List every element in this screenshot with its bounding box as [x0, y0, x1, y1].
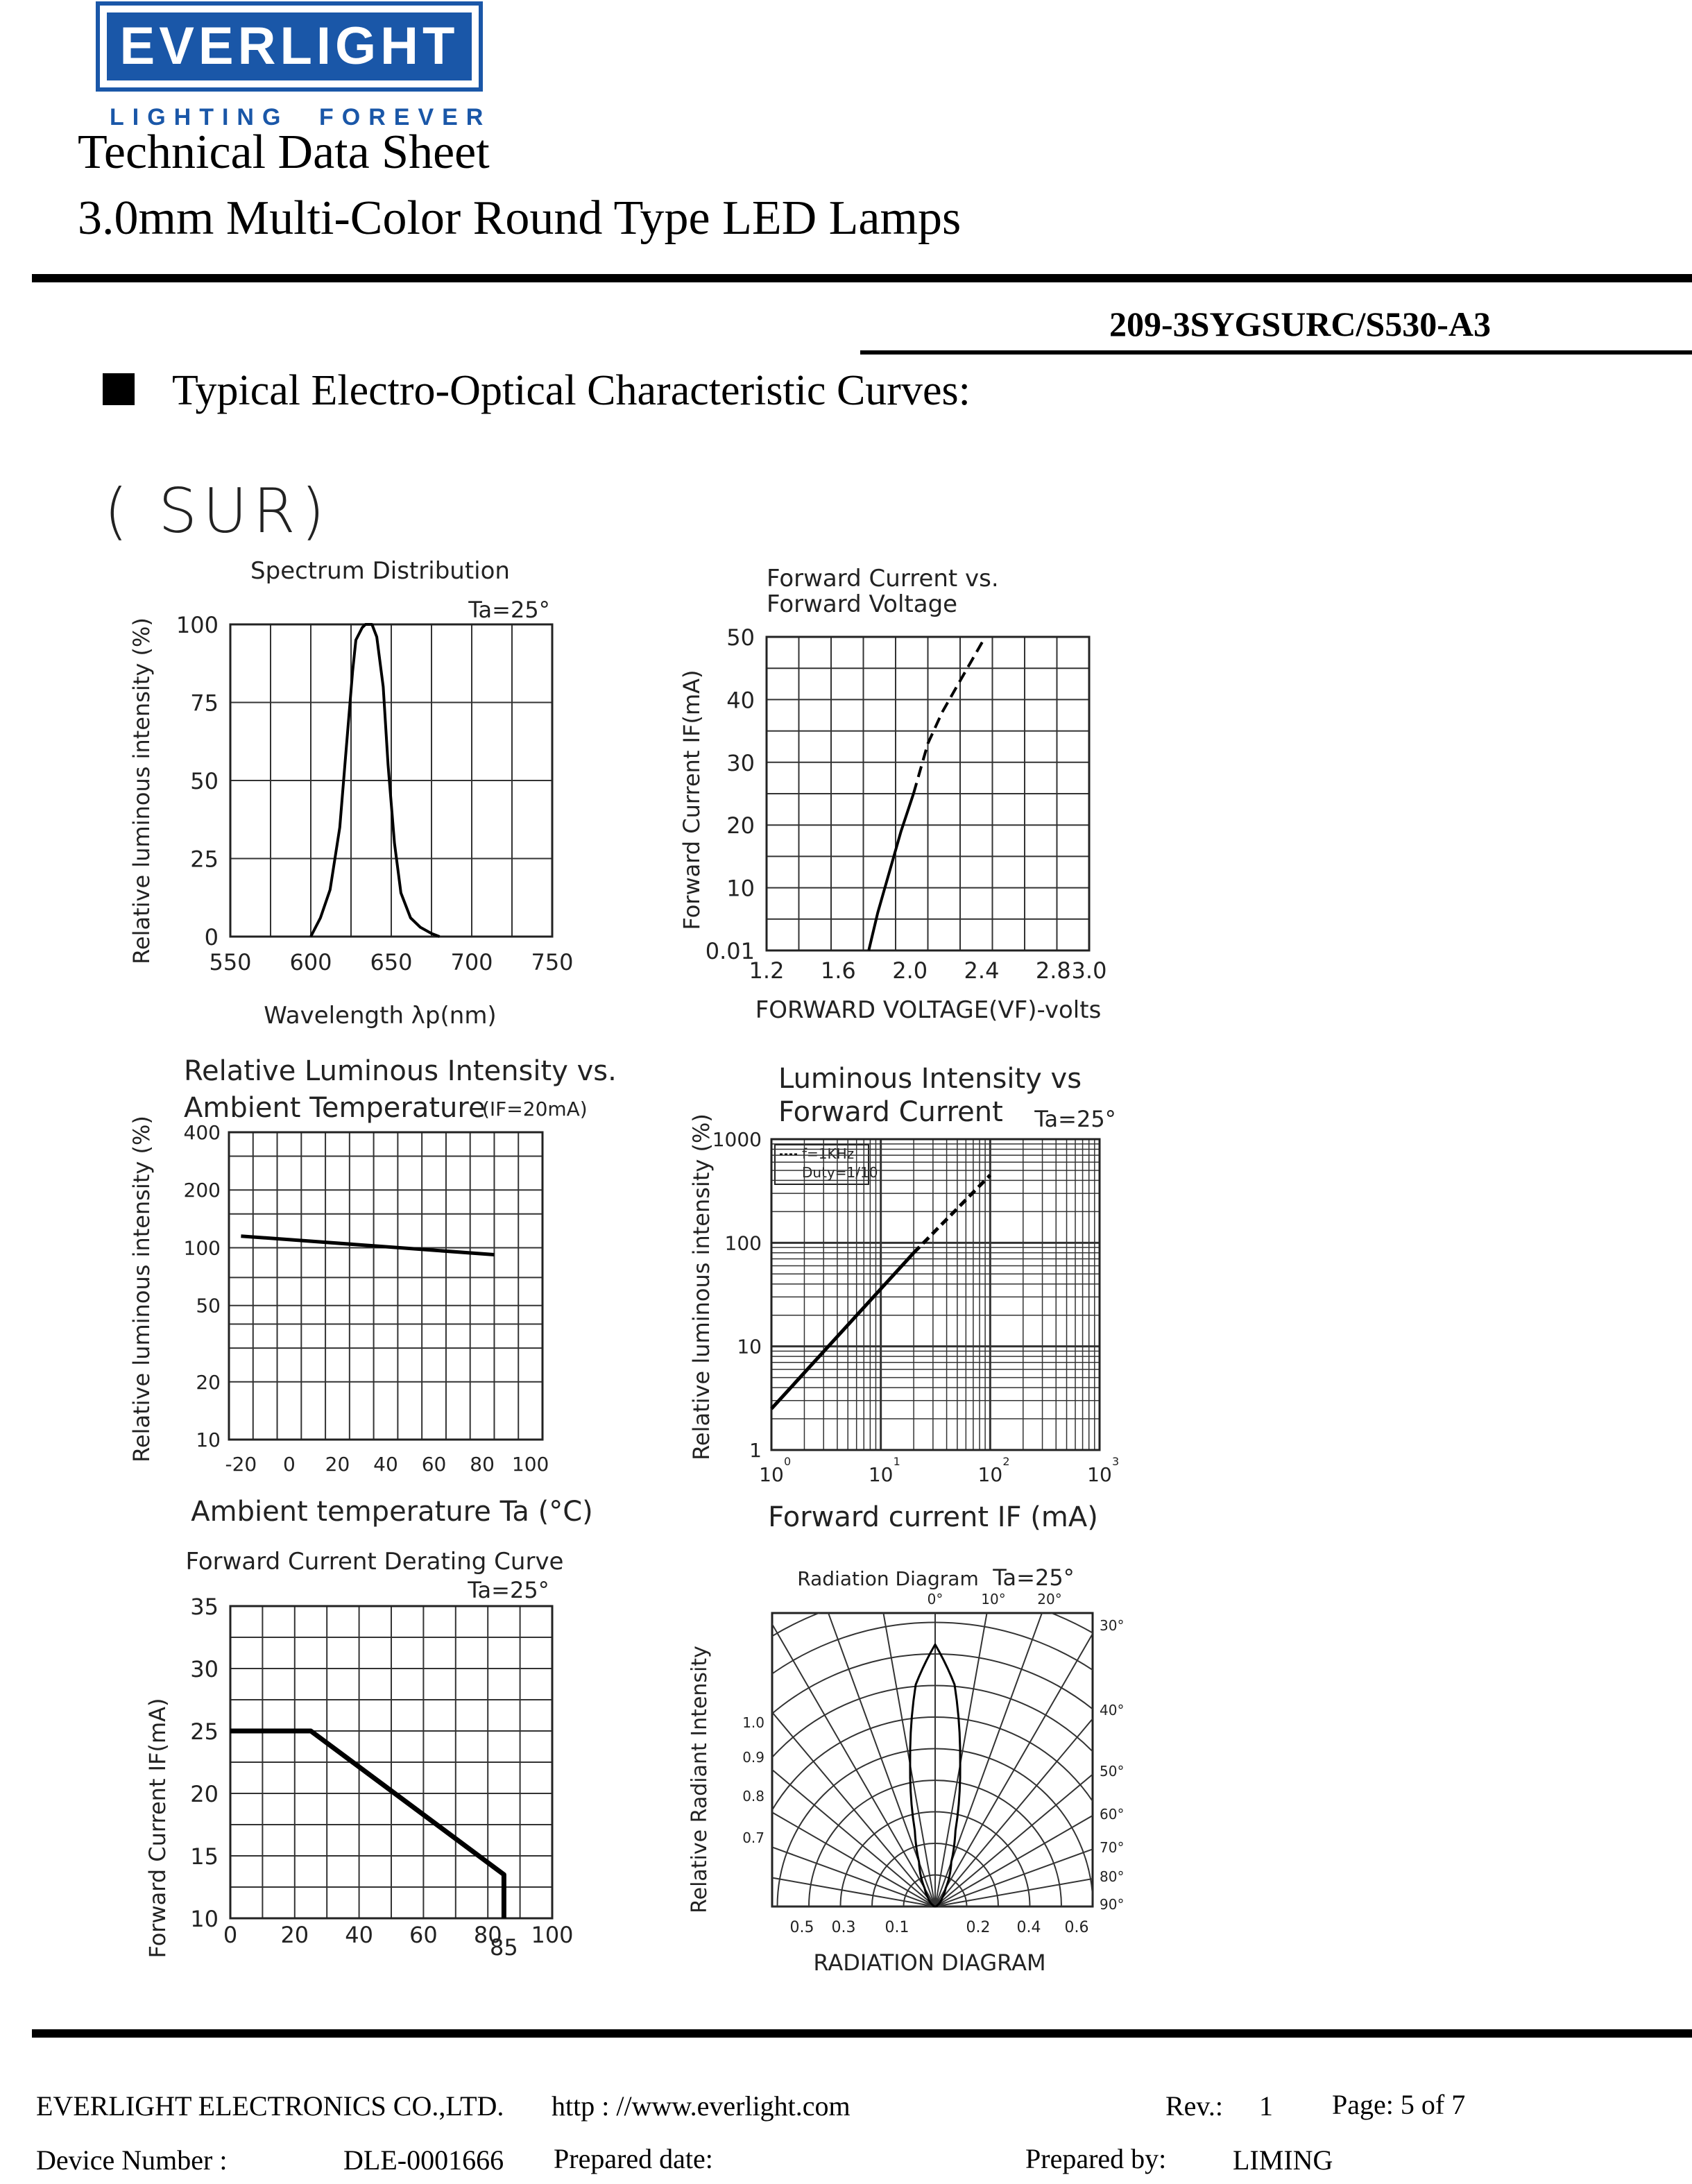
radiation-angle-right: 60°: [1100, 1806, 1125, 1823]
ivif-ytick: 1: [749, 1439, 762, 1462]
ivif-ylabel: Relative luminous intensity (%): [688, 1114, 715, 1460]
radiation-bottom-left: 0.1: [885, 1919, 909, 1936]
ivif-ytick: 1000: [712, 1128, 762, 1151]
ivtemp-title-2: Ambient Temperature: [184, 1092, 486, 1124]
radiation-xlabel: RADIATION DIAGRAM: [813, 1950, 1046, 1976]
ivif-frame: [771, 1139, 1100, 1450]
ifvf-title-2: Forward Voltage: [767, 590, 958, 618]
ivif-solid-curve: [771, 1253, 914, 1409]
radiation-radial-label: 0.9: [742, 1749, 764, 1766]
tagline-right: FOREVER: [319, 104, 492, 130]
logo-text: EVERLIGHT: [107, 12, 472, 80]
spectrum-xtick: 650: [370, 949, 413, 975]
radiation-radial-label: 0.8: [742, 1788, 764, 1805]
radiation-angle-right: 50°: [1100, 1763, 1125, 1780]
radiation-angle-right: 40°: [1100, 1702, 1125, 1718]
derating-note: Ta=25°: [468, 1577, 549, 1603]
tagline-left: LIGHTING: [110, 104, 289, 130]
ivtemp-xlabel: Ambient temperature Ta (°C): [191, 1496, 593, 1528]
derating-xtick: 40: [345, 1922, 373, 1948]
spectrum-note: Ta=25°: [468, 597, 550, 623]
radiation-note: Ta=25°: [993, 1564, 1075, 1591]
ivif-dashed-curve: [914, 1175, 990, 1253]
radiation-bottom-right: 0.4: [1016, 1919, 1041, 1936]
ivif-xtick: 10: [759, 1463, 784, 1486]
derating-xtick: 0: [223, 1922, 238, 1948]
ifvf-xtick: 2.8: [1035, 957, 1071, 984]
ivtemp-frame: [229, 1132, 542, 1440]
ifvf-ylabel: Forward Current IF(mA): [678, 669, 705, 930]
ivif-ytick: 100: [724, 1231, 762, 1255]
radiation-bottom-right: 0.6: [1064, 1919, 1089, 1936]
radiation-spoke: [935, 1616, 1179, 1906]
spectrum-ytick: 100: [176, 612, 219, 638]
ifvf-xtick: 3.0: [1071, 957, 1107, 984]
derating-ytick: 10: [190, 1906, 219, 1932]
ivtemp-title-1: Relative Luminous Intensity vs.: [184, 1055, 617, 1087]
ivtemp-xtick: 40: [373, 1453, 398, 1476]
doc-title: Technical Data Sheet: [78, 126, 490, 179]
radiation-radial-label: 0.7: [742, 1829, 764, 1846]
ivtemp-xtick: 0: [283, 1453, 296, 1476]
ivtemp-ytick: 200: [183, 1179, 221, 1202]
radiation-bottom-right: 0.2: [966, 1919, 991, 1936]
derating-ylabel: Forward Current IF(mA): [144, 1698, 171, 1959]
variant-label: ( SUR): [104, 475, 331, 547]
prepared-by-value: LIMING: [1233, 2144, 1333, 2176]
ivif-title-2: Forward Current: [778, 1096, 1003, 1128]
ivtemp-curve: [241, 1236, 494, 1255]
spectrum-xtick: 550: [209, 949, 252, 975]
radiation-angle-right: 70°: [1100, 1839, 1125, 1856]
spectrum-xlabel: Wavelength λp(nm): [264, 1002, 497, 1030]
device-label: Device Number :: [36, 2144, 228, 2176]
page-label: Page:: [1332, 2089, 1394, 2120]
derating-title: Forward Current Derating Curve: [185, 1548, 564, 1576]
radiation-spoke: [692, 1616, 935, 1906]
radiation-angle-right: 80°: [1100, 1868, 1125, 1885]
ifvf-xtick: 1.6: [820, 957, 856, 984]
ivif-ytick: 10: [737, 1335, 762, 1358]
spectrum-ytick: 75: [190, 690, 219, 717]
footer-rule: [32, 2029, 1692, 2038]
rev-label: Rev.:: [1165, 2090, 1223, 2122]
spectrum-ytick: 0: [204, 924, 219, 950]
ifvf-xtick: 1.2: [749, 957, 785, 984]
radiation-angle-top: 0°: [927, 1591, 943, 1607]
ivtemp-ytick: 100: [183, 1236, 221, 1260]
ivtemp-note: (IF=20mA): [482, 1098, 588, 1120]
spectrum-title: Spectrum Distribution: [250, 557, 510, 585]
ifvf-ytick: 40: [726, 687, 755, 714]
ivif-xtick: 10: [868, 1463, 894, 1486]
page-of: of: [1421, 2089, 1445, 2120]
ivtemp-ylabel: Relative luminous intensity (%): [128, 1116, 155, 1462]
derating-ytick: 35: [190, 1594, 219, 1620]
ivif-title-1: Luminous Intensity vs: [778, 1063, 1082, 1095]
derating-xtick: 60: [409, 1922, 438, 1948]
derating-xtick: 80: [473, 1922, 502, 1948]
ivif-xtick-exp: 1: [893, 1455, 900, 1468]
ivtemp-xtick: 20: [325, 1453, 350, 1476]
prepared-date-label: Prepared date:: [554, 2143, 713, 2174]
ivtemp-ytick: 20: [196, 1370, 221, 1394]
ivtemp-xtick: -20: [225, 1453, 257, 1476]
ivif-note: Ta=25°: [1034, 1106, 1116, 1132]
derating-ytick: 20: [190, 1781, 219, 1807]
ifvf-ytick: 30: [726, 749, 755, 776]
ivif-xtick-exp: 2: [1002, 1455, 1010, 1468]
radiation-frame: [772, 1613, 1093, 1906]
spectrum-ytick: 25: [190, 846, 219, 873]
company-name: EVERLIGHT ELECTRONICS CO.,LTD.: [36, 2090, 504, 2122]
ivtemp-ytick: 50: [196, 1294, 221, 1317]
radiation-title: Radiation Diagram: [797, 1567, 979, 1590]
ivif-legend-2: Duty=1/10: [802, 1164, 878, 1181]
derating-ytick: 15: [190, 1843, 219, 1870]
derating-ytick: 25: [190, 1718, 219, 1745]
ifvf-ytick: 50: [726, 624, 755, 651]
device-value: DLE-0001666: [343, 2144, 504, 2176]
derating-xtick: 85: [490, 1934, 518, 1961]
ifvf-xlabel: FORWARD VOLTAGE(VF)-volts: [755, 996, 1102, 1024]
radiation-angle-top: 10°: [981, 1591, 1006, 1607]
part-number: 209-3SYGSURC/S530-A3: [1109, 305, 1491, 343]
ivif-xtick: 10: [977, 1463, 1003, 1486]
radiation-ylabel: Relative Radiant Intensity: [687, 1646, 712, 1913]
radiation-angle-right: 30°: [1100, 1617, 1125, 1634]
spectrum-xtick: 700: [450, 949, 493, 975]
ifvf-xtick: 2.4: [964, 957, 1000, 984]
page-indicator: [1332, 2088, 1465, 2121]
spectrum-ylabel: Relative luminous intensity (%): [128, 617, 155, 964]
ivtemp-ytick: 10: [196, 1428, 221, 1451]
page-num: 5: [1400, 2089, 1415, 2120]
product-title: 3.0mm Multi-Color Round Type LED Lamps: [78, 191, 962, 245]
ivif-xtick-exp: 0: [784, 1455, 792, 1468]
spectrum-ytick: 50: [190, 768, 219, 794]
derating-xtick: 20: [280, 1922, 309, 1948]
ivif-xtick-exp: 3: [1112, 1455, 1120, 1468]
spectrum-xtick: 600: [289, 949, 332, 975]
ivtemp-xtick: 100: [511, 1453, 549, 1476]
ivtemp-ytick: 400: [183, 1121, 221, 1144]
ifvf-ytick: 10: [726, 875, 755, 902]
ifvf-ytick: 0.01: [705, 938, 755, 964]
rev-value: 1: [1259, 2090, 1273, 2122]
ivtemp-xtick: 60: [421, 1453, 447, 1476]
ifvf-xtick: 2.0: [892, 957, 928, 984]
ivif-legend-1: f=1KHz: [802, 1145, 855, 1162]
ifvf-ytick: 20: [726, 812, 755, 839]
ifvf-solid-curve: [869, 794, 914, 950]
ifvf-dashed-curve: [914, 637, 985, 794]
page-total: 7: [1451, 2089, 1466, 2120]
ifvf-title-1: Forward Current vs.: [767, 565, 999, 592]
ivtemp-xtick: 80: [470, 1453, 495, 1476]
radiation-radial-label: 1.0: [742, 1714, 764, 1731]
section-title: Typical Electro-Optical Characteristic Curves:: [172, 367, 971, 414]
derating-ytick: 30: [190, 1656, 219, 1682]
radiation-bottom-left: 0.5: [789, 1919, 814, 1936]
ivif-xlabel: Forward current IF (mA): [768, 1501, 1098, 1533]
spectrum-xtick: 750: [531, 949, 574, 975]
derating-xtick: 100: [531, 1922, 574, 1948]
radiation-bottom-left: 0.3: [831, 1919, 856, 1936]
radiation-spoke: [805, 1551, 935, 1906]
ivif-xtick: 10: [1087, 1463, 1112, 1486]
radiation-angle-top: 20°: [1037, 1591, 1062, 1607]
company-url[interactable]: http : //www.everlight.com: [552, 2090, 851, 2122]
radiation-angle-right: 90°: [1100, 1896, 1125, 1913]
prepared-by-label: Prepared by:: [1025, 2143, 1167, 2174]
